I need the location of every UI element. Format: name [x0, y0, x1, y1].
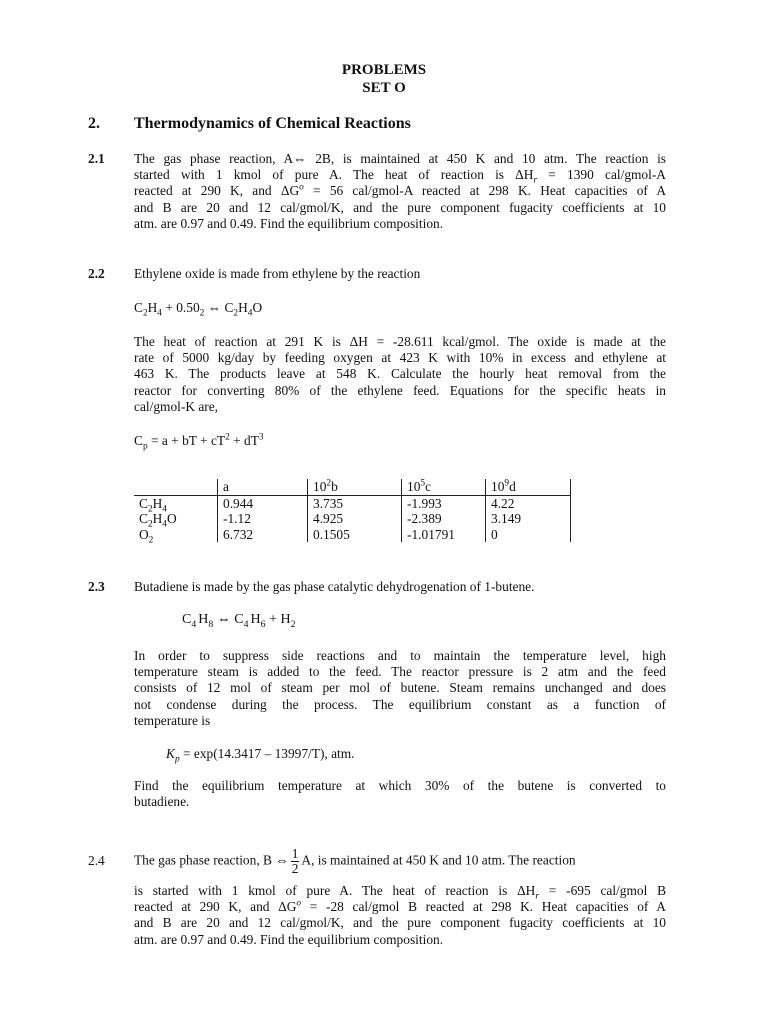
table-header-cell — [308, 479, 402, 495]
text-span: 10 — [407, 479, 421, 494]
text-line — [134, 899, 666, 915]
text-line: atm. are 0.97 and 0.49. Find the equilibrium composition. — [134, 215, 444, 231]
problem-2-4-text — [134, 883, 666, 948]
table-header-row — [134, 479, 571, 495]
text-span: C — [139, 511, 148, 526]
table-header-cell — [134, 479, 218, 495]
text-span: + dT — [229, 433, 259, 448]
text-span: started with 1 kmol of pure A. The heat of reaction is ΔH — [134, 167, 534, 183]
text-line: and B are 20 and 12 cal/gmol/K, and the pure component fugacity coefficients at 10 — [134, 915, 666, 931]
value-cell: 0.1505 — [308, 527, 402, 543]
text-span: + H — [265, 612, 291, 627]
text-line: atm. are 0.97 and 0.49. Find the equilibrium composition. — [134, 931, 444, 947]
section-title: Thermodynamics of Chemical Reactions — [134, 115, 411, 132]
heat-capacity-table — [134, 478, 571, 546]
text-span: H — [152, 495, 163, 511]
text-line: reactor for converting 80% of the ethylene feed. Equations for the specific heats in — [134, 382, 666, 398]
subscript: 2 — [199, 308, 205, 319]
text-span: is started with 1 kmol of pure A. The heat of reaction is ΔH — [134, 883, 536, 898]
text-line — [134, 183, 666, 199]
species-cell — [134, 526, 218, 546]
text-span: C — [134, 433, 143, 448]
subscript: r — [535, 891, 540, 902]
subscript: 4 — [162, 519, 167, 530]
fraction-numerator: 1 — [291, 845, 299, 861]
subscript: 4 — [157, 308, 162, 319]
section-number: 2. — [88, 115, 100, 132]
text-line: not condense during the process. The equilibrium constant as a function of — [134, 696, 666, 712]
subscript: p — [142, 441, 148, 452]
text-span: 10 — [491, 479, 505, 494]
text-line — [134, 883, 667, 902]
text-line: Find the equilibrium temperature at which 30% of the butene is converted to — [134, 778, 666, 793]
problem-2-3-text — [134, 648, 666, 729]
superscript: 2 — [326, 478, 332, 489]
text-span: C — [224, 300, 234, 315]
text-span: H — [147, 300, 158, 315]
text-span: = -28 cal/gmol B reacted at 298 K. Heat capacities of A — [301, 899, 666, 915]
text-span: A, is maintained at 450 K and 10 atm. The reaction — [301, 852, 576, 868]
problem-2-4-first-line — [134, 839, 666, 883]
table-row — [134, 495, 571, 511]
superscript: 9 — [504, 478, 510, 489]
text-span: H — [152, 511, 163, 526]
value-cell: 4.22 — [486, 495, 571, 511]
subscript: 4 — [162, 504, 167, 515]
subscript: 4 — [247, 308, 253, 319]
text-span — [134, 847, 576, 876]
text-span: = 1390 cal/gmol-A — [537, 167, 666, 183]
subscript: 6 — [260, 618, 266, 630]
subscript: 2 — [147, 504, 153, 515]
text-span: = 56 cal/gmol-A reacted at 298 K. Heat capacities of A — [303, 183, 666, 199]
problem-2-3-find — [134, 778, 666, 810]
text-span: C — [234, 612, 244, 627]
text-span: H — [198, 612, 209, 627]
text-span: ⇔ — [275, 852, 289, 868]
problem-number-2-2: 2.2 — [88, 266, 105, 281]
text-line: The gas phase reaction, A⇔ 2B, is maintained at 450 K and 10 atm. The reaction is — [134, 151, 666, 166]
text-span: ⇔ — [213, 612, 235, 627]
text-span: O — [252, 300, 263, 315]
page-subtitle: SET O — [362, 80, 406, 96]
table-header-cell — [402, 479, 486, 495]
problem-2-1-text — [134, 151, 666, 232]
text-line — [134, 167, 666, 186]
subscript: 2 — [233, 308, 239, 319]
problem-2-2-intro: Ethylene oxide is made from ethylene by the reaction — [134, 266, 421, 281]
value-cell: -2.389 — [402, 511, 486, 527]
problem-number-2-1: 2.1 — [88, 151, 105, 166]
value-cell: 0 — [486, 527, 571, 543]
text-line: 463 K. The products leave at 548 K. Calculate the hourly heat removal from the — [134, 366, 666, 382]
text-span: + 0.50 — [161, 300, 200, 315]
subscript: 8 — [208, 618, 214, 630]
butadiene-reaction — [182, 612, 295, 628]
text-line: butadiene. — [134, 794, 190, 810]
value-cell: -1.12 — [218, 511, 308, 527]
text-line: temperature is — [134, 712, 211, 728]
table-header-cell — [218, 479, 308, 495]
value-cell: -1.993 — [402, 495, 486, 511]
value-cell: 6.732 — [218, 527, 308, 543]
text-span: K — [166, 746, 175, 761]
text-span: The gas phase reaction, B — [134, 852, 272, 868]
text-span: 10 — [313, 479, 327, 494]
text-span: O — [139, 526, 149, 542]
value-cell: 0.944 — [218, 495, 308, 511]
table-row — [134, 527, 571, 543]
kp-equation — [166, 746, 355, 765]
subscript: r — [533, 175, 538, 186]
text-line: consists of 12 mol of steam per mol of butene. Steam remains unchanged and does — [134, 680, 666, 696]
ethylene-oxide-reaction — [134, 300, 263, 319]
superscript: o — [296, 898, 302, 909]
text-span: d — [509, 479, 516, 494]
text-span: b — [331, 479, 338, 494]
text-span: reacted at 290 K, and ΔG — [134, 899, 297, 915]
subscript: 2 — [142, 308, 148, 319]
text-span: C — [182, 612, 192, 627]
text-line: The heat of reaction at 291 K is ΔH = -28.611 kcal/gmol. The oxide is made at the — [134, 334, 666, 349]
cp-equation — [134, 432, 264, 452]
text-line: cal/gmol-K are, — [134, 398, 219, 414]
problem-number-2-3: 2.3 — [88, 579, 105, 594]
value-cell: 3.735 — [308, 495, 402, 511]
text-line: and B are 20 and 12 cal/gmol/K, and the pure component fugacity coefficients at 10 — [134, 199, 666, 215]
text-span: H — [238, 300, 248, 315]
text-line: rate of 5000 kg/day by feeding oxygen at 423 K with 10% in excess and ethylene at — [134, 350, 666, 366]
text-span: C — [134, 300, 143, 315]
species-cell — [134, 495, 218, 515]
subscript: 4 — [191, 618, 197, 630]
page-title: PROBLEMS — [341, 62, 427, 78]
subscript: 2 — [147, 519, 153, 530]
superscript: 2 — [225, 432, 230, 443]
superscript: 5 — [420, 478, 426, 489]
problem-2-3-intro: Butadiene is made by the gas phase catalytic dehydrogenation of 1-butene. — [134, 579, 535, 594]
text-span: c — [425, 479, 432, 494]
text-span: reacted at 290 K, and ΔG — [134, 183, 300, 199]
subscript: p — [174, 754, 180, 765]
text-span: a — [223, 479, 229, 494]
value-cell: 4.925 — [308, 511, 402, 527]
text-span: = exp(14.3417 – 13997/T), atm. — [179, 746, 355, 761]
subscript: 2 — [148, 535, 154, 546]
text-line: In order to suppress side reactions and to maintain the temperature level, high — [134, 648, 666, 663]
problem-number-2-4: 2.4 — [88, 853, 105, 868]
fraction-one-half — [291, 847, 300, 876]
value-cell: 3.149 — [486, 511, 571, 527]
table-header-cell — [486, 479, 571, 495]
text-span: = a + bT + cT — [147, 433, 226, 448]
text-line: temperature steam is added to the feed. The reactor pressure is 2 atm and the feed — [134, 664, 666, 680]
table-row — [134, 511, 571, 527]
superscript: 3 — [258, 432, 264, 443]
text-span: ⇔ — [204, 300, 225, 315]
text-span: C — [139, 495, 148, 511]
text-span: O — [166, 511, 177, 526]
subscript: 2 — [290, 618, 296, 630]
text-span: H — [250, 612, 261, 627]
problem-2-2-text — [134, 334, 666, 415]
species-cell — [134, 511, 218, 530]
value-cell: -1.01791 — [402, 527, 486, 543]
subscript: 4 — [243, 618, 249, 630]
superscript: o — [299, 182, 304, 193]
text-span: = -695 cal/gmol B — [539, 883, 667, 898]
fraction-denominator: 2 — [291, 860, 299, 876]
